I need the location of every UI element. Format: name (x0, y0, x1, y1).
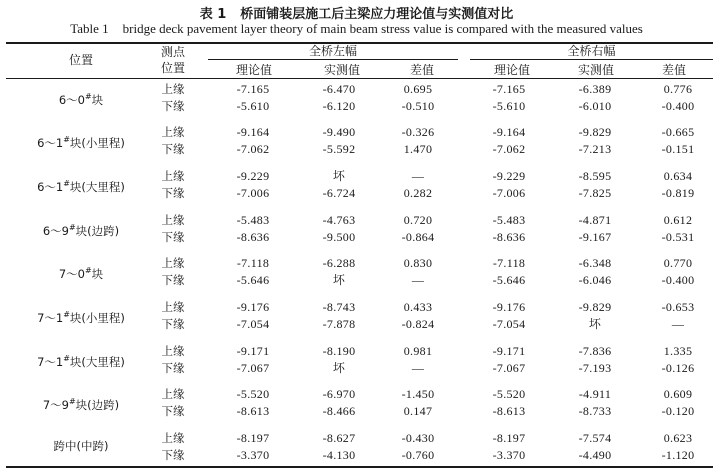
value-cell: -3.370 (236, 448, 270, 462)
value-cell: -9.229 (492, 169, 526, 183)
value-cell: -7.193 (578, 361, 612, 375)
value-cell: -7.067 (492, 361, 526, 375)
value-cell: -0.864 (401, 230, 435, 244)
position-suffix: 块 (91, 92, 104, 107)
value-cell: -6.120 (322, 99, 356, 113)
header-right-group: 全桥右幅 (567, 44, 616, 58)
header-left-diff: 差值 (409, 63, 434, 77)
value-cell: -9.176 (236, 300, 270, 314)
row-position (6, 395, 156, 412)
value-cell: 0.720 (403, 213, 433, 227)
value-cell: -7.836 (578, 344, 612, 358)
table-title-cn-text: 桥面铺装层施工后主梁应力理论值与实测值对比 (240, 7, 514, 22)
position-text: 6～9 (42, 223, 69, 238)
row-position (6, 133, 156, 150)
value-cell: -6.970 (322, 387, 356, 401)
value-cell: -7.878 (322, 317, 356, 331)
value-cell: -7.213 (578, 142, 612, 156)
position-suffix: 块(小里程) (69, 310, 125, 325)
header-right-measured: 实测值 (577, 63, 614, 77)
value-cell: -0.126 (661, 361, 695, 375)
value-cell: -5.646 (492, 273, 526, 287)
value-cell: 0.695 (403, 82, 433, 96)
value-cell: -8.627 (322, 431, 356, 445)
value-cell: 0.623 (663, 431, 693, 445)
value-cell: -5.610 (236, 99, 270, 113)
value-cell: -6.389 (578, 82, 612, 96)
edge-label-lower: 下缘 (161, 142, 185, 156)
value-cell: -9.229 (236, 169, 270, 183)
table-label-cn: 表 1 (199, 7, 227, 22)
value-cell: 坏 (332, 169, 346, 183)
edge-label-upper: 上缘 (161, 169, 185, 183)
value-cell: 0.147 (403, 404, 433, 418)
value-cell: -9.167 (578, 230, 612, 244)
value-cell: -9.500 (322, 230, 356, 244)
table-title-chinese (0, 3, 713, 22)
position-superscript: # (63, 354, 70, 363)
position-text: 7～1 (37, 310, 64, 325)
header-rule (6, 78, 713, 79)
edge-label-lower: 下缘 (161, 361, 185, 375)
row-position (6, 264, 156, 281)
value-cell: -0.400 (661, 273, 695, 287)
edge-label-upper: 上缘 (161, 82, 185, 96)
value-cell: -0.510 (401, 99, 435, 113)
header-right-theory: 理论值 (493, 63, 530, 77)
value-cell: -5.483 (492, 213, 526, 227)
bottom-rule (6, 466, 713, 468)
position-superscript: # (68, 397, 76, 406)
value-cell: -4.871 (578, 213, 612, 227)
row-position (6, 352, 156, 369)
position-suffix: 块(边跨) (75, 397, 120, 412)
edge-label-upper: 上缘 (161, 300, 185, 314)
header-right-diff: 差值 (661, 63, 686, 77)
row-position (6, 221, 156, 238)
value-cell: -6.724 (322, 186, 356, 200)
value-cell: -0.531 (661, 230, 695, 244)
table-label-en: Table 1 (70, 21, 109, 36)
value-cell: 0.612 (663, 213, 693, 227)
value-cell: -4.130 (322, 448, 356, 462)
value-cell: 0.433 (403, 300, 433, 314)
edge-label-lower: 下缘 (161, 404, 185, 418)
value-cell: -8.613 (492, 404, 526, 418)
value-cell: 0.609 (663, 387, 693, 401)
value-cell: -5.592 (322, 142, 356, 156)
position-superscript: # (84, 266, 92, 275)
edge-label-lower: 下缘 (161, 230, 185, 244)
value-cell: -7.006 (236, 186, 270, 200)
value-cell: -5.610 (492, 99, 526, 113)
value-cell: -8.595 (578, 169, 612, 183)
position-suffix: 块 (91, 266, 104, 281)
value-cell: -7.574 (578, 431, 612, 445)
edge-label-upper: 上缘 (161, 344, 185, 358)
value-cell: -9.164 (492, 125, 526, 139)
position-suffix: 块(边跨) (75, 223, 120, 238)
left-group-rule (208, 59, 458, 60)
table-title-english (0, 21, 713, 37)
value-cell: -7.062 (492, 142, 526, 156)
header-point-line1: 测点 (160, 45, 185, 59)
value-cell: -9.164 (236, 125, 270, 139)
edge-label-lower: 下缘 (161, 317, 185, 331)
row-position (6, 90, 156, 107)
value-cell: -9.490 (322, 125, 356, 139)
table-title-en-text: bridge deck pavement layer theory of main beam stress value is compared with the measured values (122, 21, 643, 36)
position-text: 7～9 (42, 397, 69, 412)
value-cell: -8.197 (492, 431, 526, 445)
header-position: 位置 (68, 53, 93, 67)
value-cell: -8.466 (322, 404, 356, 418)
position-text: 7～1 (37, 354, 64, 369)
value-cell: -6.010 (578, 99, 612, 113)
row-position (6, 308, 156, 325)
value-cell: -5.646 (236, 273, 270, 287)
value-cell: -8.197 (236, 431, 270, 445)
value-cell: -9.176 (492, 300, 526, 314)
value-cell: -5.520 (236, 387, 270, 401)
value-cell: -9.829 (578, 300, 612, 314)
position-text: 跨中(中跨) (53, 439, 109, 453)
position-suffix: 块(小里程) (69, 135, 125, 150)
position-superscript: # (68, 223, 76, 232)
position-superscript: # (63, 135, 70, 144)
value-cell: -0.430 (401, 431, 435, 445)
value-cell: -1.450 (401, 387, 435, 401)
value-cell: -9.829 (578, 125, 612, 139)
edge-label-lower: 下缘 (161, 273, 185, 287)
value-cell: -7.118 (236, 256, 270, 270)
value-cell: -7.165 (492, 82, 526, 96)
value-cell: -3.370 (492, 448, 526, 462)
value-cell: 坏 (332, 273, 346, 287)
value-cell: -4.763 (322, 213, 356, 227)
edge-label-upper: 上缘 (161, 256, 185, 270)
value-cell: -8.613 (236, 404, 270, 418)
right-group-rule (470, 59, 713, 60)
value-cell: -8.636 (492, 230, 526, 244)
position-suffix: 块(大里程) (69, 179, 125, 194)
value-cell: -9.171 (492, 344, 526, 358)
edge-label-lower: 下缘 (161, 448, 185, 462)
position-superscript: # (63, 179, 70, 188)
value-cell: -1.120 (661, 448, 695, 462)
value-cell: 0.981 (403, 344, 433, 358)
value-cell: -5.520 (492, 387, 526, 401)
position-text: 6～1 (37, 135, 64, 150)
edge-label-lower: 下缘 (161, 186, 185, 200)
value-cell: 0.282 (403, 186, 433, 200)
header-left-measured: 实测值 (323, 63, 360, 77)
value-cell: 1.335 (663, 344, 693, 358)
value-cell: -9.171 (236, 344, 270, 358)
value-cell: -8.636 (236, 230, 270, 244)
position-text: 6～1 (37, 179, 64, 194)
value-cell: 坏 (332, 361, 346, 375)
value-cell: -6.288 (322, 256, 356, 270)
value-cell: -7.165 (236, 82, 270, 96)
value-cell: — (411, 169, 425, 183)
edge-label-upper: 上缘 (161, 431, 185, 445)
position-superscript: # (63, 310, 70, 319)
value-cell: -7.825 (578, 186, 612, 200)
value-cell: -7.062 (236, 142, 270, 156)
value-cell: 0.634 (663, 169, 693, 183)
header-point-line2: 位置 (160, 61, 185, 75)
value-cell: -0.653 (661, 300, 695, 314)
value-cell: 0.830 (403, 256, 433, 270)
value-cell: -7.006 (492, 186, 526, 200)
value-cell: -6.348 (578, 256, 612, 270)
value-cell: — (671, 317, 685, 331)
position-superscript: # (84, 92, 92, 101)
value-cell: -0.400 (661, 99, 695, 113)
value-cell: -4.911 (578, 387, 612, 401)
value-cell: -0.824 (401, 317, 435, 331)
value-cell: -7.118 (492, 256, 526, 270)
value-cell: -8.733 (578, 404, 612, 418)
value-cell: -8.743 (322, 300, 356, 314)
value-cell: -6.470 (322, 82, 356, 96)
position-text: 7～0 (58, 266, 85, 281)
value-cell: 0.776 (663, 82, 693, 96)
value-cell: -8.190 (322, 344, 356, 358)
edge-label-lower: 下缘 (161, 99, 185, 113)
value-cell: -0.665 (661, 125, 695, 139)
header-left-group: 全桥左幅 (308, 44, 357, 58)
value-cell: -0.760 (401, 448, 435, 462)
row-position (6, 177, 156, 194)
value-cell: -0.151 (661, 142, 695, 156)
value-cell: -4.490 (578, 448, 612, 462)
value-cell: — (411, 273, 425, 287)
row-position (6, 439, 156, 453)
value-cell: -7.054 (236, 317, 270, 331)
value-cell: -0.326 (401, 125, 435, 139)
value-cell: -0.120 (661, 404, 695, 418)
value-cell: -7.054 (492, 317, 526, 331)
value-cell: 1.470 (403, 142, 433, 156)
position-suffix: 块(大里程) (69, 354, 125, 369)
value-cell: -5.483 (236, 213, 270, 227)
edge-label-upper: 上缘 (161, 387, 185, 401)
edge-label-upper: 上缘 (161, 213, 185, 227)
value-cell: 0.770 (663, 256, 693, 270)
position-text: 6～0 (58, 92, 85, 107)
value-cell: -7.067 (236, 361, 270, 375)
header-left-theory: 理论值 (235, 63, 272, 77)
value-cell: -0.819 (661, 186, 695, 200)
edge-label-upper: 上缘 (161, 125, 185, 139)
value-cell: — (411, 361, 425, 375)
value-cell: 坏 (588, 317, 602, 331)
value-cell: -6.046 (578, 273, 612, 287)
